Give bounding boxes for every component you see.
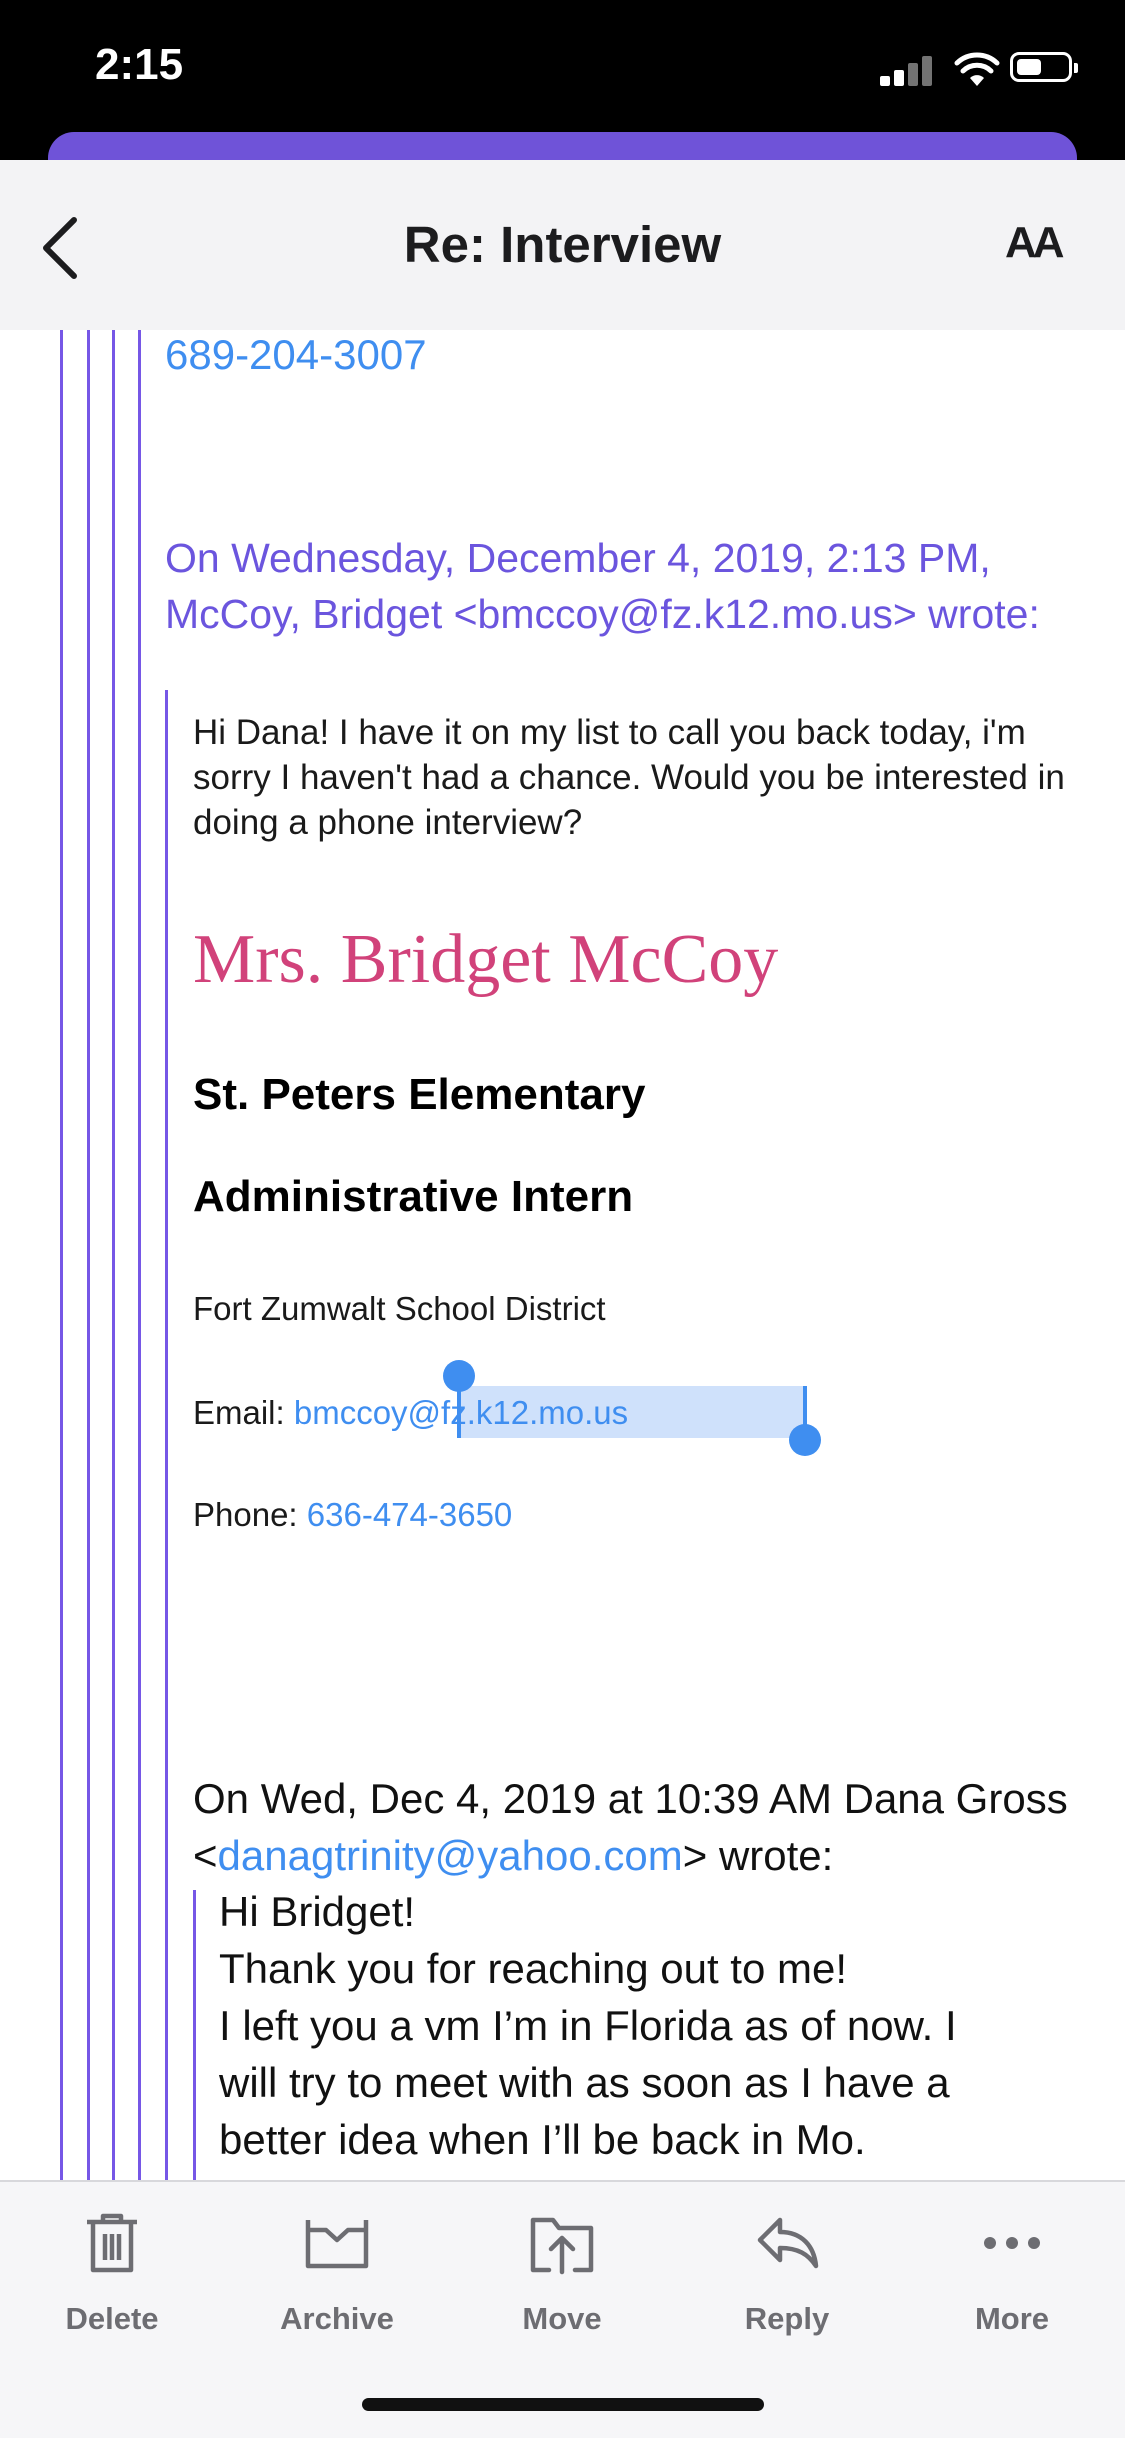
reply-label: Reply xyxy=(744,2301,830,2336)
email-label: Email: xyxy=(193,1394,294,1431)
nav-bar xyxy=(0,160,1125,330)
phone-link[interactable]: 689-204-3007 xyxy=(165,331,427,378)
text-size-button[interactable]: AA xyxy=(1005,218,1061,267)
archive-button[interactable] xyxy=(257,2208,417,2337)
quote-bar xyxy=(165,690,168,2190)
signature-email-row xyxy=(193,1394,628,1432)
reply-arrow-icon xyxy=(752,2208,822,2278)
status-bar xyxy=(0,0,1125,135)
quote-bar xyxy=(138,330,141,2180)
quote-bar xyxy=(87,330,90,2180)
battery-icon xyxy=(1010,52,1072,82)
delete-label: Delete xyxy=(65,2301,159,2336)
signature-phone-link[interactable]: 636-474-3650 xyxy=(306,1496,513,1533)
reply-button[interactable] xyxy=(707,2208,867,2337)
quote-attribution: On Wednesday, December 4, 2019, 2:13 PM, McCoy, Bridget <bmccoy@fz.k12.mo.us> wrote: xyxy=(165,535,1040,637)
move-label: Move xyxy=(522,2301,602,2336)
status-time: 2:15 xyxy=(95,40,184,89)
trash-icon xyxy=(77,2208,147,2278)
page-title: Re: Interview xyxy=(403,216,722,273)
signature-phone-row xyxy=(193,1496,512,1534)
quote-bar xyxy=(193,1890,196,2190)
quoted-message xyxy=(165,690,1105,2190)
inner-line: Hi Bridget! xyxy=(219,1888,416,1935)
delete-button[interactable] xyxy=(32,2208,192,2337)
signature-school: St. Peters Elementary xyxy=(193,1070,646,1119)
more-label: More xyxy=(974,2301,1050,2336)
move-to-folder-icon xyxy=(527,2208,597,2278)
signature-name: Mrs. Bridget McCoy xyxy=(193,921,779,998)
home-indicator[interactable] xyxy=(362,2398,764,2411)
sender-email-link[interactable]: danagtrinity@yahoo.com xyxy=(217,1832,683,1879)
inner-line: Thank you for reaching out to me! xyxy=(219,1945,848,1992)
move-button[interactable] xyxy=(482,2208,642,2337)
more-dots-icon xyxy=(977,2208,1047,2278)
quote-bar xyxy=(60,330,63,2180)
quoted-text: Hi Dana! I have it on my list to call you back today, i'm sorry I haven't had a chance. Would you be interested in doing a phone interview? xyxy=(193,713,1065,842)
selection-handle-start[interactable] xyxy=(443,1360,475,1392)
message-card xyxy=(0,160,1125,2436)
wifi-icon xyxy=(954,50,1000,88)
quote-bar xyxy=(112,330,115,2180)
inner-line: better idea when I’ll be back in Mo. xyxy=(219,2116,866,2163)
inner-line: will try to meet with as soon as I have a xyxy=(219,2059,950,2106)
signature-role: Administrative Intern xyxy=(193,1172,634,1221)
selection-handle-end[interactable] xyxy=(789,1424,821,1456)
inner-quote-attribution xyxy=(193,1770,1093,1884)
signature-email-link[interactable]: bmccoy@fz.k12.mo.us xyxy=(293,1394,629,1431)
more-button[interactable] xyxy=(932,2208,1092,2337)
message-body[interactable] xyxy=(0,330,1125,2180)
cellular-signal-icon xyxy=(880,54,936,86)
archive-icon xyxy=(302,2208,372,2278)
inner-attribution-prefix: On Wed, Dec 4, 2019 at 10:39 AM Dana Gross < xyxy=(193,1775,1068,1879)
signature-district: Fort Zumwalt School District xyxy=(193,1290,606,1327)
inner-line: I left you a vm I’m in Florida as of now. I xyxy=(219,2002,957,2049)
archive-label: Archive xyxy=(280,2301,394,2336)
phone-label: Phone: xyxy=(193,1496,307,1533)
inner-attribution-suffix: > wrote: xyxy=(682,1832,834,1879)
